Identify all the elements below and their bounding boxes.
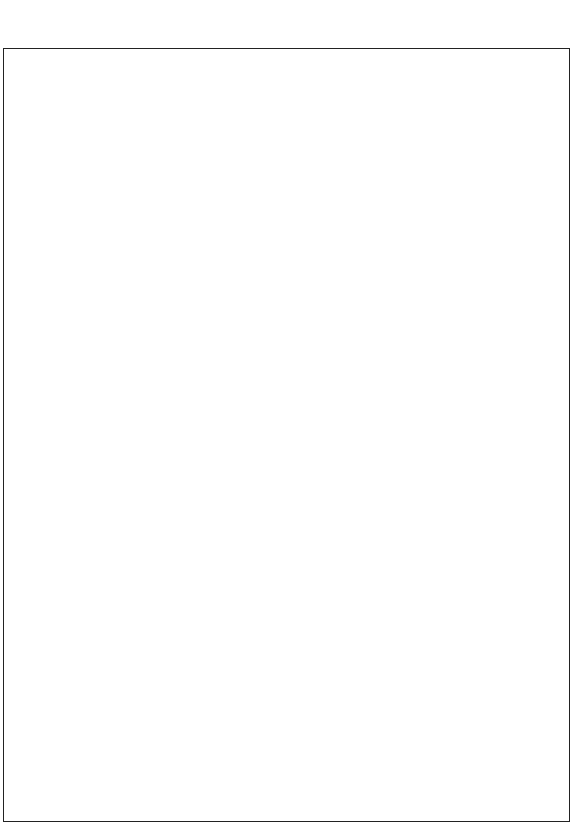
parts-grid: [3, 48, 570, 822]
